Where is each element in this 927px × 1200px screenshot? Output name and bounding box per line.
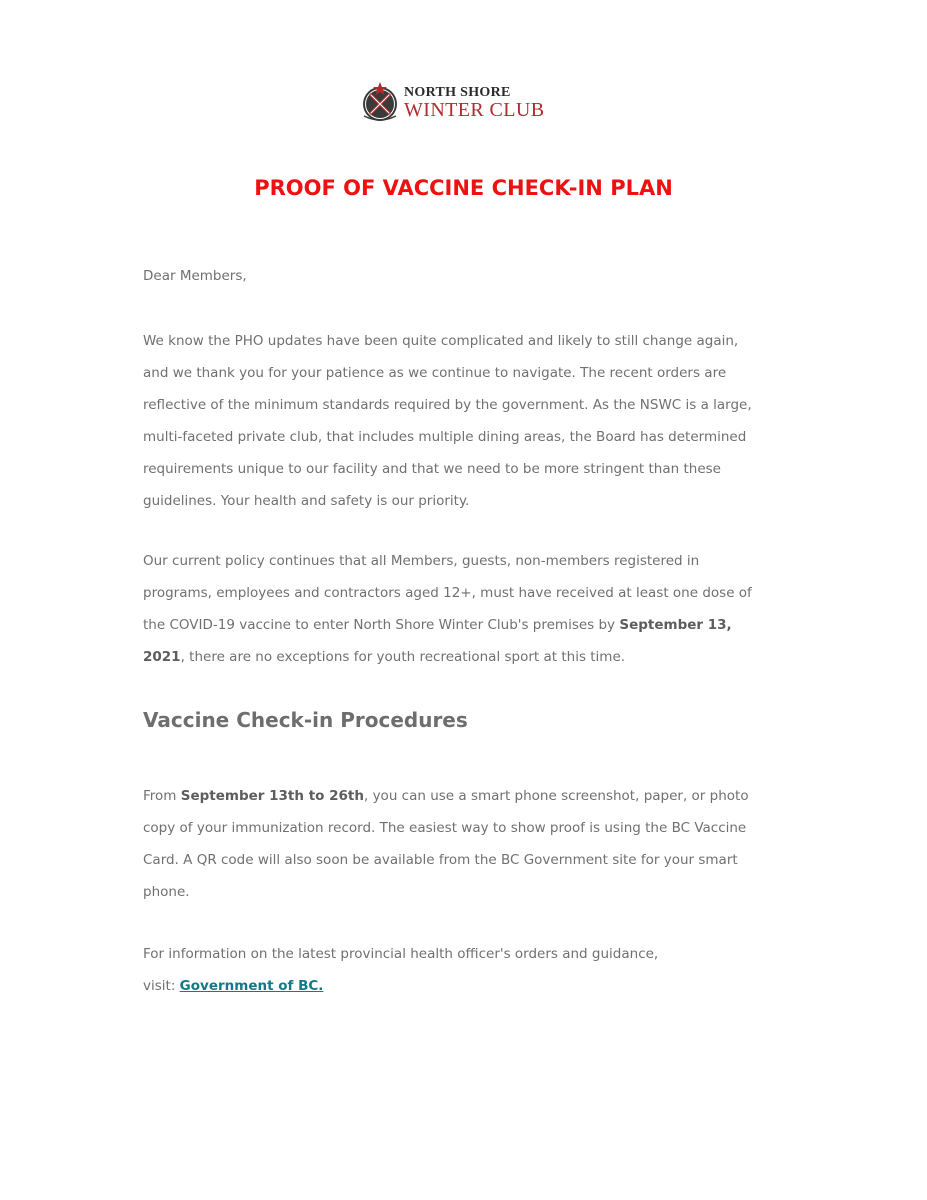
intro-line: We know the PHO updates have been quite complicated and likely to still change again, [143, 333, 739, 349]
procedures-line: Card. A QR code will also soon be available from the BC Government site for your smart [143, 852, 738, 868]
logo-text-line1: NORTH SHORE [404, 85, 511, 100]
section-heading: Vaccine Check-in Procedures [143, 708, 468, 732]
procedures-line: copy of your immunization record. The easiest way to show proof is using the BC Vaccine [143, 820, 747, 836]
club-crest-icon [360, 80, 400, 124]
greeting: Dear Members, [143, 268, 247, 284]
page-title: PROOF OF VACCINE CHECK-IN PLAN [254, 176, 673, 200]
policy-line: Our current policy continues that all Members, guests, non-members registered in [143, 553, 700, 569]
policy-date-bold: September 13, [619, 617, 732, 633]
policy-year-bold: 2021 [143, 649, 181, 665]
policy-text: , there are no exceptions for youth recreational sport at this time. [180, 649, 626, 665]
procedures-paragraph [143, 780, 793, 908]
club-logo [360, 80, 575, 124]
policy-paragraph [143, 545, 793, 673]
intro-line: guidelines. Your health and safety is our priority. [143, 493, 470, 509]
info-line [143, 970, 793, 1002]
procedures-text: From [143, 788, 181, 804]
intro-line: and we thank you for your patience as we continue to navigate. The recent orders are [143, 365, 727, 381]
procedures-line [143, 780, 793, 812]
policy-line [143, 641, 793, 673]
government-of-bc-link[interactable]: Government of BC. [179, 978, 324, 994]
info-line: For information on the latest provincial health officer's orders and guidance, [143, 946, 659, 962]
info-paragraph [143, 938, 793, 1002]
policy-text: the COVID-19 vaccine to enter North Shore Winter Club's premises by [143, 617, 620, 633]
logo-text-line2: WINTER CLUB [404, 99, 545, 121]
policy-line [143, 609, 793, 641]
intro-paragraph [143, 325, 793, 517]
procedures-text: , you can use a smart phone screenshot, paper, or photo [363, 788, 749, 804]
intro-line: reflective of the minimum standards required by the government. As the NSWC is a large, [143, 397, 752, 413]
procedures-dates-bold: September 13th to 26th [180, 788, 364, 804]
procedures-line: phone. [143, 884, 190, 900]
info-text: visit: [143, 978, 180, 994]
intro-line: multi-faceted private club, that includes multiple dining areas, the Board has determined [143, 429, 747, 445]
policy-line: programs, employees and contractors aged 12+, must have received at least one dose of [143, 585, 752, 601]
intro-line: requirements unique to our facility and that we need to be more stringent than these [143, 461, 721, 477]
